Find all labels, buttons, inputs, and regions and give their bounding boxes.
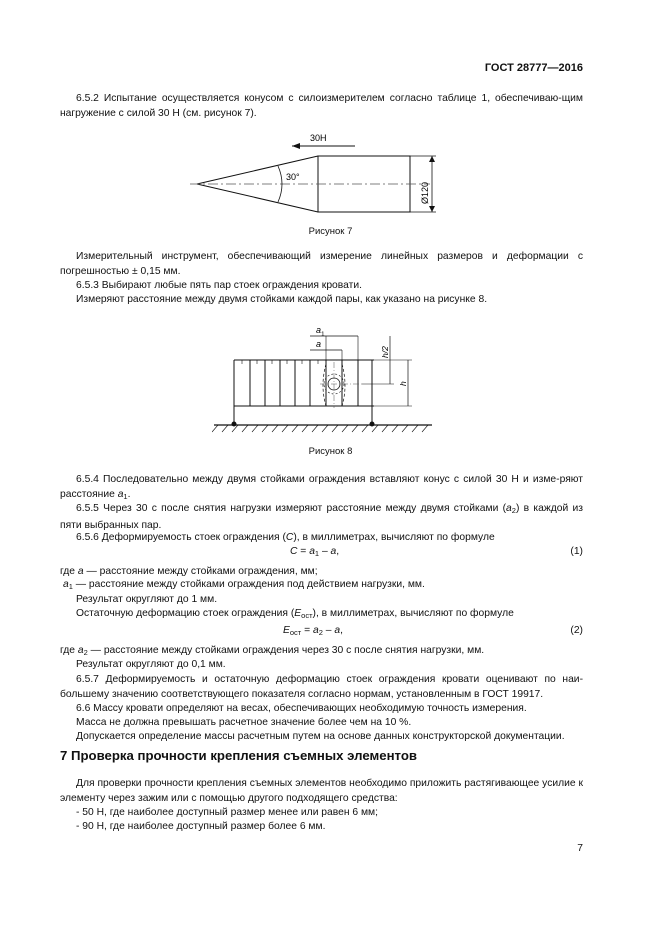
- rail-posts: [234, 360, 372, 424]
- formula-1-number: (1): [570, 546, 583, 557]
- formula-2-number: (2): [570, 625, 583, 636]
- paragraph-instrument: Измерительный инструмент, обеспечивающий измерение линейных размеров и деформации с погрешностью ± 0,15 мм.: [60, 251, 583, 277]
- angle-label: 30°: [286, 172, 300, 182]
- list-item: - 90 Н, где наиболее доступный размер более 6 мм.: [76, 821, 326, 832]
- document-code: ГОСТ 28777—2016: [484, 62, 583, 74]
- paragraph-6-6: 6.6 Массу кровати определяют на весах, обеспечивающих необходимую точность измерения.: [76, 703, 527, 714]
- force-label: 30Н: [310, 133, 327, 143]
- figure-8-caption: Рисунок 8: [308, 446, 353, 457]
- diameter-label: Ø120: [420, 181, 430, 204]
- label-a1: a: [316, 325, 322, 335]
- svg-text:1: 1: [321, 331, 325, 338]
- figure-7-cone-drawing: [180, 128, 460, 223]
- figure-7-caption: Рисунок 7: [308, 226, 353, 237]
- where-a1: $a_1$ — расстояние между стойками ограждения под действием нагрузки, мм.: [63, 579, 425, 591]
- label-h2: h/2: [380, 346, 390, 358]
- paragraph-6-5-7: 6.5.7 Деформируемость и остаточную деформацию стоек ограждения кровати оценивают по наи-большему значению соответствующего показателя согласно нормам, установленным в ГОСТ 19917.: [60, 674, 583, 700]
- paragraph-mass-limit: Масса не должна превышать расчетное значение более чем на 10 %.: [76, 717, 412, 728]
- label-h: h: [398, 381, 408, 386]
- section-7-intro: Для проверки прочности крепления съемных элементов необходимо приложить растягивающее усилие к элементу через зажим или с помощью другого подходящего средства:: [60, 778, 583, 804]
- paragraph-residual: Остаточную деформацию стоек ограждения $(E_{ост})$, в миллиметрах, вычисляют по формуле: [76, 608, 514, 620]
- paragraph-6-5-4: 6.5.4 Последовательно между двумя стойками ограждения вставляют конус с силой 30 Н и изме-ряют расстояние $a_1$.: [60, 474, 583, 501]
- paragraph-mass-calc: Допускается определение массы расчетным путем на основе данных конструкторской документации.: [76, 731, 565, 742]
- paragraph-6-5-2: 6.5.2 Испытание осуществляется конусом с силоизмерителем согласно таблице 1, обеспечиваю-щим нагружение с силой 30 Н (см. рисунок 7).: [60, 93, 583, 119]
- paragraph-measure: Измеряют расстояние между двумя стойками каждой пары, как указано на рисунке 8.: [76, 294, 488, 305]
- formula-1: $C = a_1 - a$,: [290, 546, 340, 558]
- section-7-heading: 7 Проверка прочности крепления съемных элементов: [60, 748, 417, 763]
- rounding-2: Результат округляют до 0,1 мм.: [76, 659, 226, 670]
- figure-8-rail-drawing: [212, 314, 452, 436]
- paragraph-6-5-6: 6.5.6 Деформируемость стоек ограждения (C), в миллиметрах, вычисляют по формуле: [76, 532, 495, 543]
- where-a2: где $a_2$ — расстояние между стойками ограждения через 30 с после снятия нагрузки, мм.: [60, 645, 485, 657]
- formula-2: $E_{ост} = a_2 - a$,: [283, 625, 343, 637]
- rounding-1: Результат округляют до 1 мм.: [76, 594, 218, 605]
- page-number: 7: [577, 843, 583, 854]
- list-item: - 50 Н, где наиболее доступный размер менее или равен 6 мм;: [76, 807, 378, 818]
- where-a: где a — расстояние между стойками ограждения, мм;: [60, 566, 318, 577]
- label-a: a: [316, 339, 322, 349]
- paragraph-6-5-5: 6.5.5 Через 30 с после снятия нагрузки измеряют расстояние между двумя стойками $(a_2)$ в каждой из пяти выбранных пар.: [60, 503, 583, 531]
- paragraph-6-5-3: 6.5.3 Выбирают любые пять пар стоек ограждения кровати.: [76, 280, 362, 291]
